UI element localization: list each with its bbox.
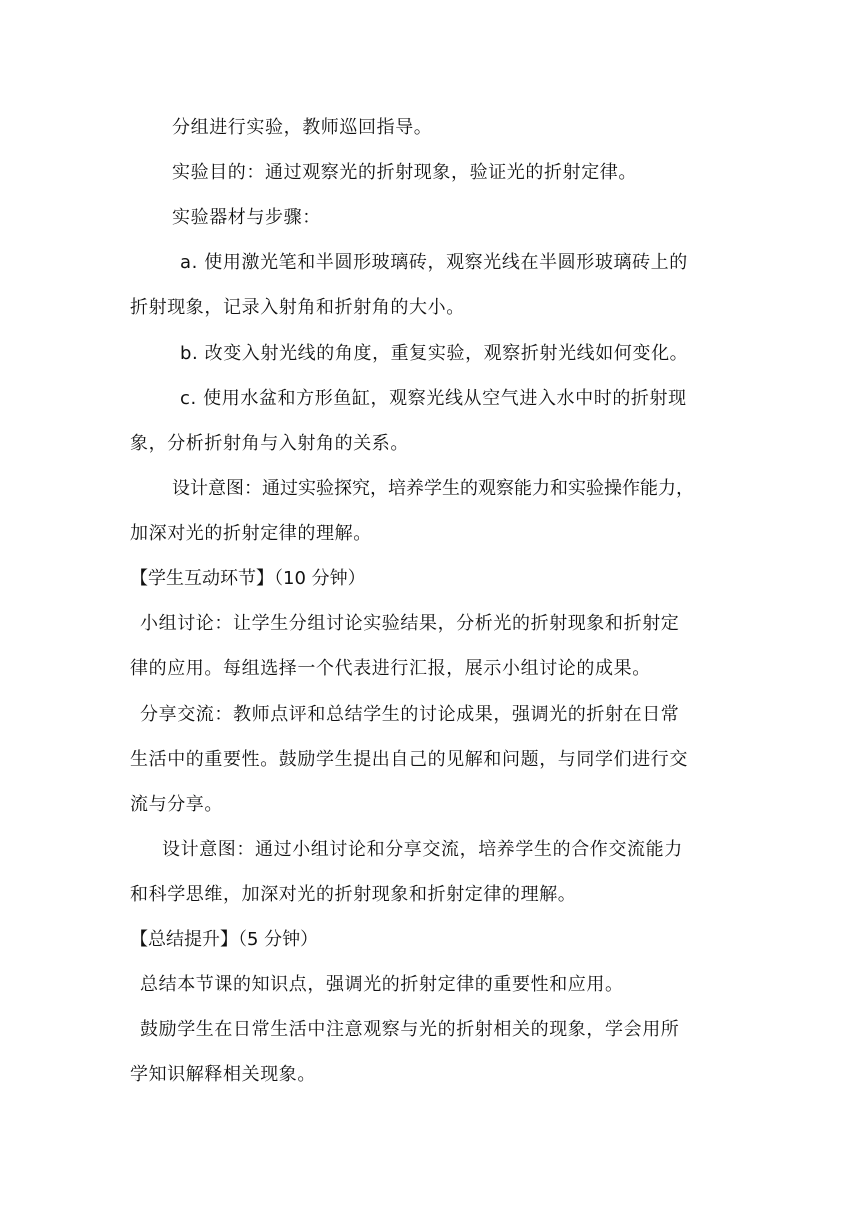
paragraph-line: 分享交流：教师点评和总结学生的讨论成果，强调光的折射在日常 <box>140 704 680 725</box>
paragraph-line: 生活中的重要性。鼓励学生提出自己的见解和问题，与同学们进行交 <box>130 749 688 770</box>
paragraph-line: a. 使用激光笔和半圆形玻璃砖，观察光线在半圆形玻璃砖上的 <box>180 252 688 273</box>
paragraph-line: 分组进行实验，教师巡回指导。 <box>172 117 433 138</box>
paragraph-line: 设计意图：通过实验探究，培养学生的观察能力和实验操作能力， <box>172 478 694 499</box>
paragraph-line: 学知识解释相关现象。 <box>130 1064 316 1085</box>
paragraph-line: 实验器材与步骤： <box>172 207 321 228</box>
paragraph-line: 设计意图：通过小组讨论和分享交流，培养学生的合作交流能力 <box>162 839 683 860</box>
paragraph-line: c. 使用水盆和方形鱼缸，观察光线从空气进入水中时的折射现 <box>180 388 687 409</box>
paragraph-line: 总结本节课的知识点，强调光的折射定律的重要性和应用。 <box>140 974 624 995</box>
paragraph-line: 实验目的：通过观察光的折射现象，验证光的折射定律。 <box>172 162 637 183</box>
paragraph-line: 小组讨论：让学生分组讨论实验结果，分析光的折射现象和折射定 <box>140 613 680 634</box>
paragraph-line: 流与分享。 <box>130 794 223 815</box>
paragraph-line: 折射现象，记录入射角和折射角的大小。 <box>130 297 465 318</box>
paragraph-line: 象，分析折射角与入射角的关系。 <box>130 433 409 454</box>
paragraph-line: 鼓励学生在日常生活中注意观察与光的折射相关的现象，学会用所 <box>140 1019 680 1040</box>
paragraph-line: 加深对光的折射定律的理解。 <box>130 523 372 544</box>
section-heading-student-interaction: 【学生互动环节】（10 分钟） <box>130 568 366 589</box>
paragraph-line: 律的应用。每组选择一个代表进行汇报，展示小组讨论的成果。 <box>130 658 651 679</box>
paragraph-line: b. 改变入射光线的角度，重复实验，观察折射光线如何变化。 <box>180 343 689 364</box>
section-heading-summary: 【总结提升】（5 分钟） <box>130 929 319 950</box>
paragraph-line: 和科学思维，加深对光的折射现象和折射定律的理解。 <box>130 884 577 905</box>
